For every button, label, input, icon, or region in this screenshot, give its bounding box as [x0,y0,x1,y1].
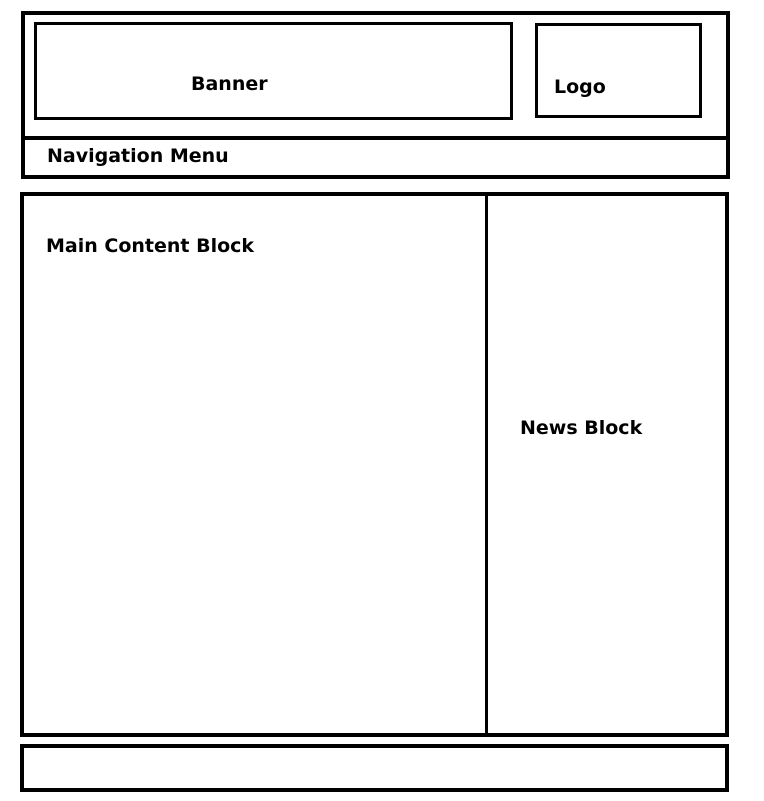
logo-block [535,23,702,118]
banner-label: Banner [191,73,268,95]
logo-label: Logo [554,76,606,98]
column-divider [485,196,488,733]
content-frame [20,192,729,737]
banner-block [34,22,513,120]
news-block-label: News Block [520,417,643,439]
navigation-menu-label: Navigation Menu [47,145,229,167]
footer-block [20,744,729,792]
main-content-label: Main Content Block [46,235,255,257]
